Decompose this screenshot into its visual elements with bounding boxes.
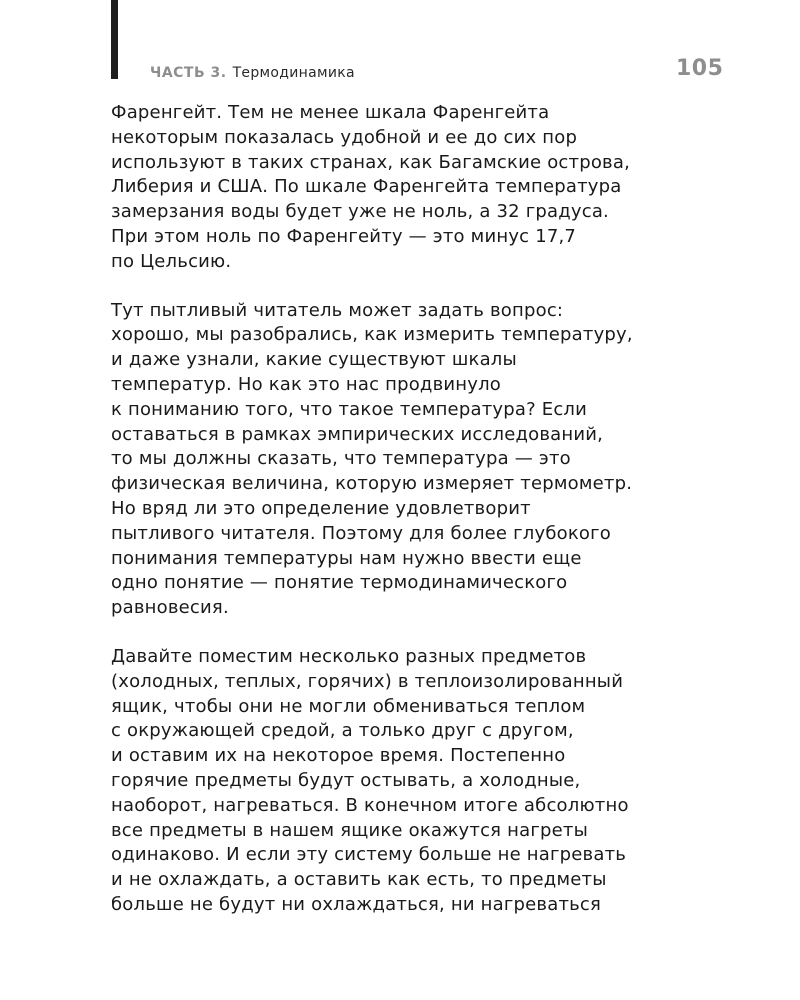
text-line: хорошо, мы разобрались, как измерить температуру, — [111, 324, 633, 346]
section-title: Термодинамика — [232, 65, 355, 81]
text-line: равновесия. — [111, 597, 229, 619]
text-line: то мы должны сказать, что температура — это — [111, 448, 571, 470]
text-line: наоборот, нагреваться. В конечном итоге абсолютно — [111, 794, 629, 816]
text-line: и оставим их на некоторое время. Постепенно — [111, 745, 566, 767]
text-line: и не охлаждать, а оставить как есть, то предметы — [111, 869, 607, 891]
text-line: к пониманию того, что такое температура? Если — [111, 398, 588, 420]
part-label: ЧАСТЬ 3. — [150, 65, 227, 81]
text-line: физическая величина, которую измеряет термометр. — [111, 473, 633, 495]
text-line: Фаренгейт. Тем не менее шкала Фаренгейта — [111, 102, 550, 123]
text-line: больше не будут ни охлаждаться, ни нагреваться — [111, 893, 602, 915]
page-number: 105 — [676, 56, 724, 81]
text-line: (холодных, теплых, горячих) в теплоизолированный — [111, 670, 624, 692]
text-line: одно понятие — понятие термодинамического — [111, 572, 568, 594]
text-line: При этом ноль по Фаренгейту — это минус 17,7 — [111, 225, 577, 247]
text-line: понимания температуры нам нужно ввести еще — [111, 547, 582, 569]
running-head — [150, 64, 355, 82]
text-line: горячие предметы будут остывать, а холодные, — [111, 769, 581, 791]
text-line: с окружающей средой, а только друг с другом, — [111, 720, 574, 742]
paragraph — [111, 645, 711, 918]
text-line: одинаково. И если эту систему больше не нагревать — [111, 844, 627, 866]
text-line: ящик, чтобы они не могли обмениваться теплом — [111, 695, 586, 717]
text-line: температур. Но как это нас продвинуло — [111, 373, 502, 395]
text-line: замерзания воды будет уже не ноль, а 32 градуса. — [111, 201, 609, 223]
text-line: Но вряд ли это определение удовлетворит — [111, 497, 531, 519]
body-text — [111, 101, 711, 942]
text-line: все предметы в нашем ящике окажутся нагреты — [111, 819, 588, 841]
text-line: Тут пытливый читатель может задать вопрос: — [111, 299, 564, 321]
text-line: используют в таких странах, как Багамские острова, — [111, 151, 630, 173]
text-line: Давайте поместим несколько разных предметов — [111, 645, 587, 667]
text-line: некоторым показалась удобной и ее до сих пор — [111, 126, 578, 148]
margin-bar — [111, 0, 118, 79]
text-line: Либерия и США. По шкале Фаренгейта температура — [111, 176, 622, 198]
paragraph — [111, 299, 711, 621]
text-line: оставаться в рамках эмпирических исследований, — [111, 423, 604, 445]
paragraph — [111, 101, 711, 275]
text-line: и даже узнали, какие существуют шкалы — [111, 349, 517, 371]
text-line: пытливого читателя. Поэтому для более глубокого — [111, 522, 612, 544]
text-line: по Цельсию. — [111, 250, 232, 272]
